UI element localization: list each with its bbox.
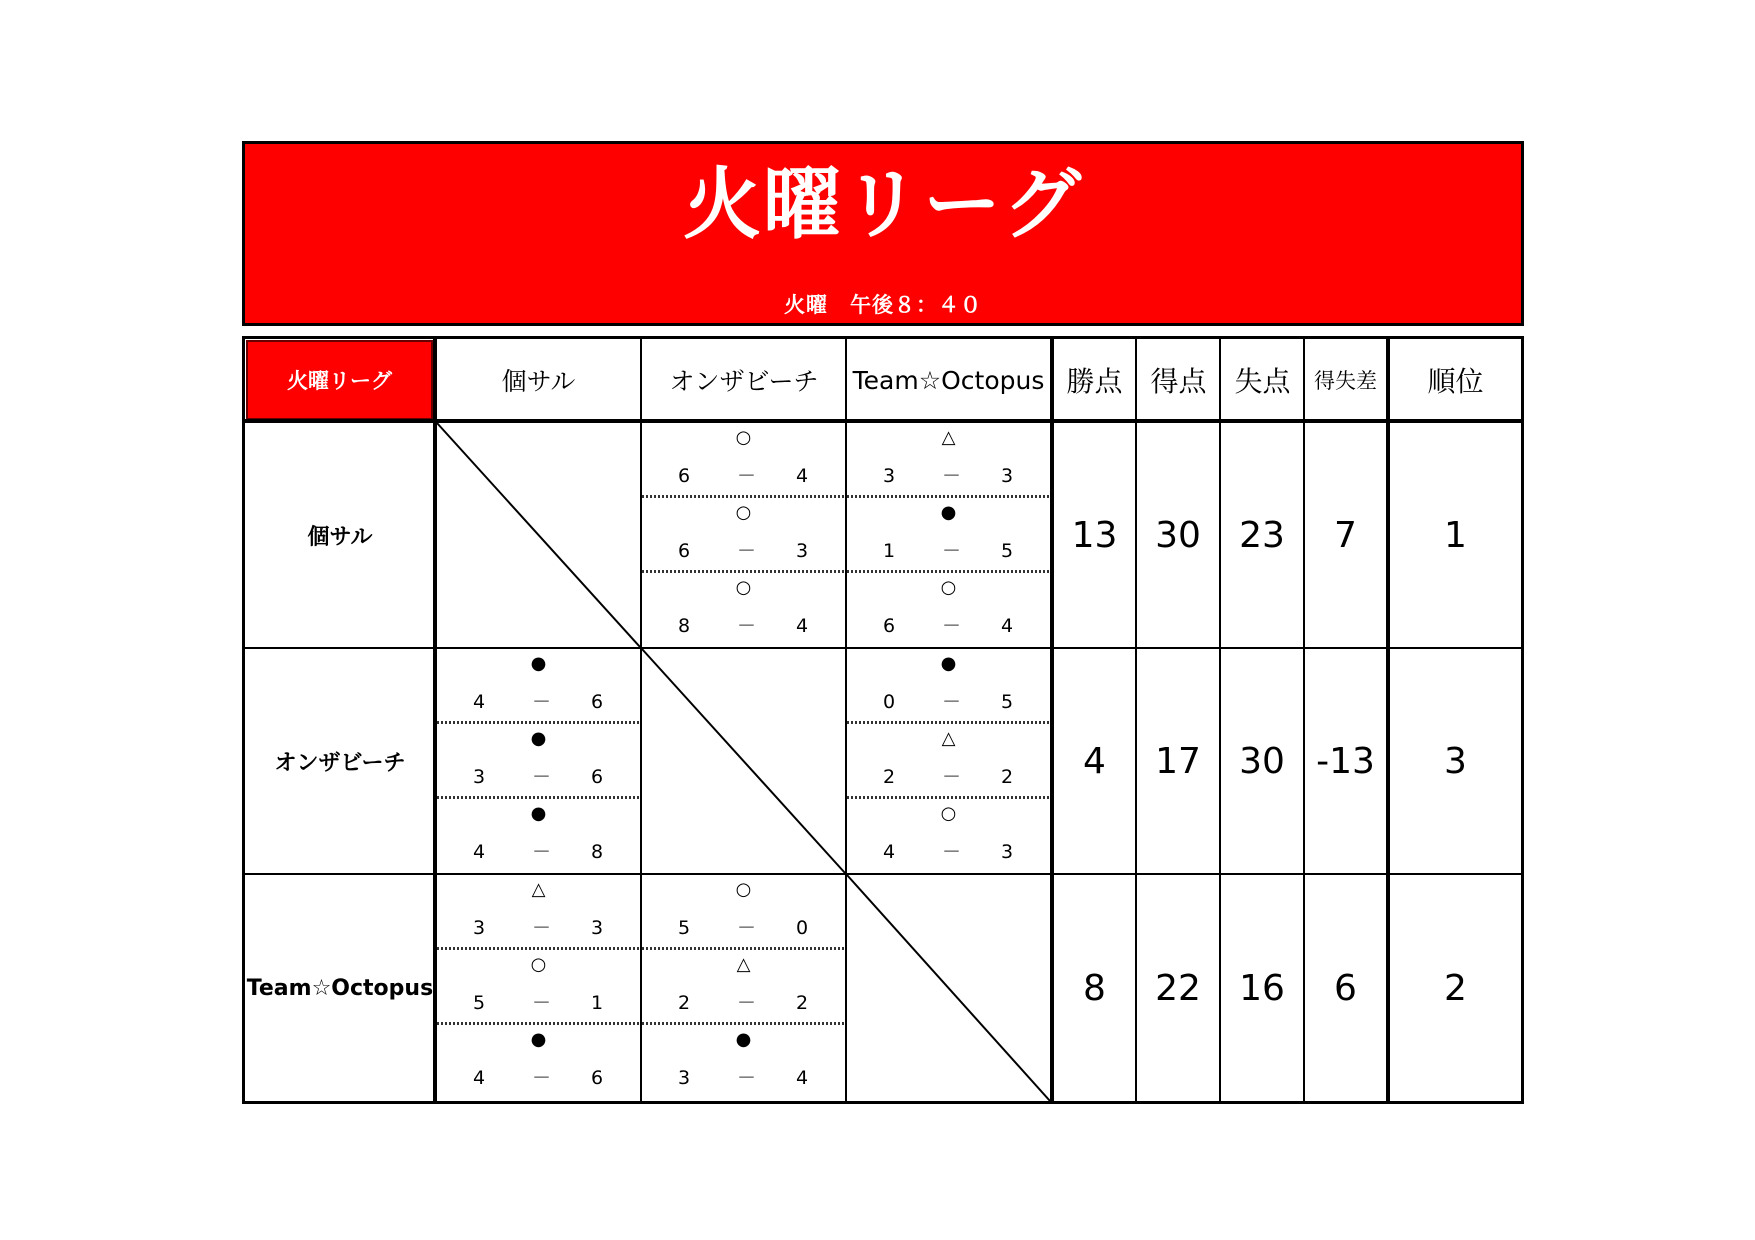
league-banner	[242, 141, 1524, 326]
score-for: 5	[678, 917, 691, 939]
score-for: 5	[473, 992, 486, 1014]
match-result	[847, 423, 1050, 498]
column-header-goals-against: 失点	[1234, 365, 1291, 398]
result-mark: ○	[530, 954, 547, 975]
goals-against-value: 30	[1239, 740, 1285, 782]
match-result	[642, 423, 845, 498]
result-mark: ○	[735, 427, 752, 448]
score-separator: －	[942, 615, 962, 637]
score-separator: －	[737, 465, 757, 487]
match-result	[642, 950, 845, 1025]
score-against: 1	[591, 992, 604, 1014]
score-for: 6	[678, 465, 691, 487]
score-for: 3	[883, 465, 896, 487]
result-mark: △	[531, 879, 546, 900]
match-result	[847, 649, 1050, 724]
score-separator: －	[532, 992, 552, 1014]
goals-for-value: 22	[1155, 967, 1201, 1009]
match-result	[437, 875, 640, 950]
page-title: 火曜リーグ	[682, 160, 1083, 250]
result-mark: △	[941, 427, 956, 448]
match-result	[437, 950, 640, 1025]
goals-against-value: 16	[1239, 967, 1285, 1009]
self-match-diagonal	[437, 423, 640, 647]
column-header-team-1: 個サル	[501, 367, 576, 396]
match-result	[642, 875, 845, 950]
result-mark: ●	[735, 1029, 752, 1050]
match-result	[847, 799, 1050, 874]
score-for: 4	[883, 841, 896, 863]
score-against: 6	[591, 766, 604, 788]
score-for: 2	[883, 766, 896, 788]
schedule-subtitle: 火曜 午後８：４０	[784, 293, 982, 317]
score-separator: －	[532, 766, 552, 788]
score-against: 5	[1001, 540, 1014, 562]
result-mark: △	[941, 728, 956, 749]
score-against: 0	[796, 917, 809, 939]
score-separator: －	[737, 1067, 757, 1089]
score-against: 4	[1001, 615, 1014, 637]
score-against: 3	[1001, 841, 1014, 863]
goal-difference-value: -13	[1316, 740, 1375, 782]
goals-for-value: 30	[1155, 514, 1201, 556]
score-against: 3	[591, 917, 604, 939]
score-against: 3	[1001, 465, 1014, 487]
score-separator: －	[737, 540, 757, 562]
result-mark: ○	[735, 879, 752, 900]
column-header-goal-difference: 得失差	[1314, 369, 1377, 393]
result-mark: ●	[940, 653, 957, 674]
row-header-team-2: オンザビーチ	[274, 750, 406, 776]
result-mark: △	[736, 954, 751, 975]
points-value: 13	[1071, 514, 1118, 556]
match-result	[642, 498, 845, 573]
score-against: 4	[796, 1067, 809, 1089]
score-for: 0	[883, 691, 896, 713]
score-separator: －	[737, 615, 757, 637]
score-against: 2	[796, 992, 809, 1014]
result-mark: ●	[530, 653, 547, 674]
match-result	[437, 799, 640, 874]
score-separator: －	[532, 917, 552, 939]
score-separator: －	[532, 691, 552, 713]
goal-difference-value: 6	[1334, 967, 1357, 1009]
result-mark: ○	[940, 577, 957, 598]
score-against: 4	[796, 465, 809, 487]
score-separator: －	[942, 540, 962, 562]
column-header-goals-for: 得点	[1150, 365, 1207, 398]
goals-for-value: 17	[1155, 740, 1201, 782]
goal-difference-value: 7	[1334, 514, 1357, 556]
result-mark: ○	[735, 502, 752, 523]
match-result	[847, 573, 1050, 648]
score-for: 3	[678, 1067, 691, 1089]
match-result	[437, 724, 640, 799]
score-against: 8	[591, 841, 604, 863]
self-match-diagonal	[847, 875, 1050, 1101]
score-for: 3	[473, 766, 486, 788]
score-separator: －	[942, 766, 962, 788]
column-header-team-2: オンザビーチ	[669, 367, 819, 396]
score-against: 5	[1001, 691, 1014, 713]
score-for: 6	[678, 540, 691, 562]
score-separator: －	[737, 992, 757, 1014]
match-result	[847, 498, 1050, 573]
result-mark: ○	[735, 577, 752, 598]
score-separator: －	[942, 691, 962, 713]
match-result	[437, 649, 640, 724]
score-for: 2	[678, 992, 691, 1014]
score-for: 3	[473, 917, 486, 939]
result-mark: ○	[940, 803, 957, 824]
points-value: 8	[1083, 967, 1106, 1009]
result-mark: ●	[940, 502, 957, 523]
row-header-team-3: Team☆Octopus	[246, 975, 434, 1001]
points-value: 4	[1083, 740, 1106, 782]
score-for: 4	[473, 691, 486, 713]
self-match-diagonal	[642, 649, 845, 873]
match-result	[642, 573, 845, 648]
match-result	[642, 1025, 845, 1100]
rank-value: 1	[1444, 514, 1467, 556]
league-table	[242, 336, 1524, 1104]
table-corner-label: 火曜リーグ	[246, 340, 433, 420]
result-mark: ●	[530, 803, 547, 824]
score-against: 2	[1001, 766, 1014, 788]
row-header-team-1: 個サル	[307, 524, 373, 550]
score-against: 3	[796, 540, 809, 562]
score-separator: －	[737, 917, 757, 939]
score-for: 4	[473, 841, 486, 863]
score-separator: －	[942, 465, 962, 487]
goals-against-value: 23	[1239, 514, 1285, 556]
column-header-points: 勝点	[1066, 365, 1123, 398]
score-for: 8	[678, 615, 691, 637]
result-mark: ●	[530, 728, 547, 749]
match-result	[847, 724, 1050, 799]
score-separator: －	[942, 841, 962, 863]
score-against: 4	[796, 615, 809, 637]
score-separator: －	[532, 841, 552, 863]
score-for: 1	[883, 540, 896, 562]
score-against: 6	[591, 691, 604, 713]
column-header-rank: 順位	[1427, 365, 1484, 398]
score-for: 4	[473, 1067, 486, 1089]
column-header-team-3: Team☆Octopus	[852, 365, 1045, 395]
rank-value: 3	[1444, 740, 1467, 782]
rank-value: 2	[1444, 967, 1467, 1009]
score-separator: －	[532, 1067, 552, 1089]
score-for: 6	[883, 615, 896, 637]
match-result	[437, 1025, 640, 1100]
score-against: 6	[591, 1067, 604, 1089]
result-mark: ●	[530, 1029, 547, 1050]
